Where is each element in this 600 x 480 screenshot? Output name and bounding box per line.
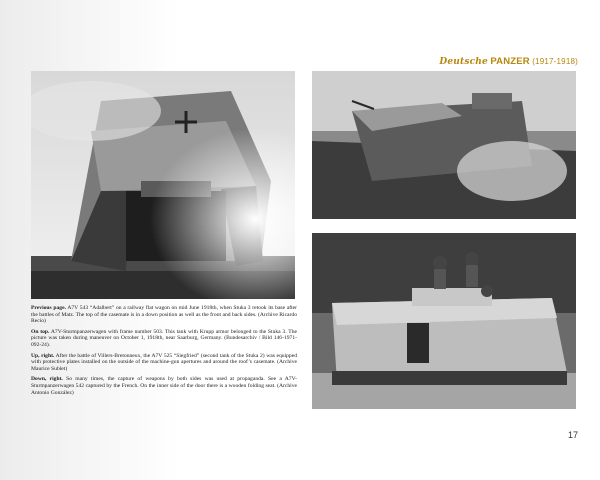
tank-front-image bbox=[31, 71, 295, 299]
photo-captured-tank bbox=[312, 233, 576, 409]
running-header bbox=[439, 56, 578, 67]
caption-block bbox=[31, 305, 297, 400]
captured-tank-image bbox=[312, 233, 576, 409]
tank-maneuver-image bbox=[312, 71, 576, 219]
header-script-title: Deutsche bbox=[439, 57, 488, 67]
caption-down-right: Down, right. So many times, the capture of weapons by both sides was used at propaganda. See a A7V-Sturmpanzerwagen 542 captured by the French. On the inner side of the door there is a wooden folding seat. (Archive Antonio González) bbox=[31, 376, 297, 396]
photo-tank-maneuver bbox=[312, 71, 576, 219]
header-bold-title: PANZER bbox=[490, 56, 530, 67]
header-years: (1917-1918) bbox=[532, 57, 578, 66]
caption-up-right: Up, right. After the battle of Villers-Bretonneux, the A7V 525 “Siegfried” (second tank of the Stuka 2) was equipped with protective plates installed on the outside of the machine-gun apertures and around the roof’s casemate. (Archive Maurice Sublet) bbox=[31, 352, 297, 372]
caption-previous-page: Previous page. A7V 543 “Adalbert” on a railway flat wagon on mid June 1918th, when Stuka 3 retook its base after the battles of Matz. The top of the casemate is in a down position as well as the front and back sides. (Archive Ricardo Recio) bbox=[31, 305, 297, 325]
page-number: 17 bbox=[567, 430, 578, 440]
photo-tank-front bbox=[31, 71, 295, 299]
caption-on-top: On top. A7V-Sturmpanzerwagen with frame number 503. This tank with Krupp armor belonged to the Stuka 3. The picture was taken during maneuver on October 1, 1918th, near Saarburg, Germany. (Bundesarchiv / Bild 146-1971-092-24). bbox=[31, 328, 297, 348]
